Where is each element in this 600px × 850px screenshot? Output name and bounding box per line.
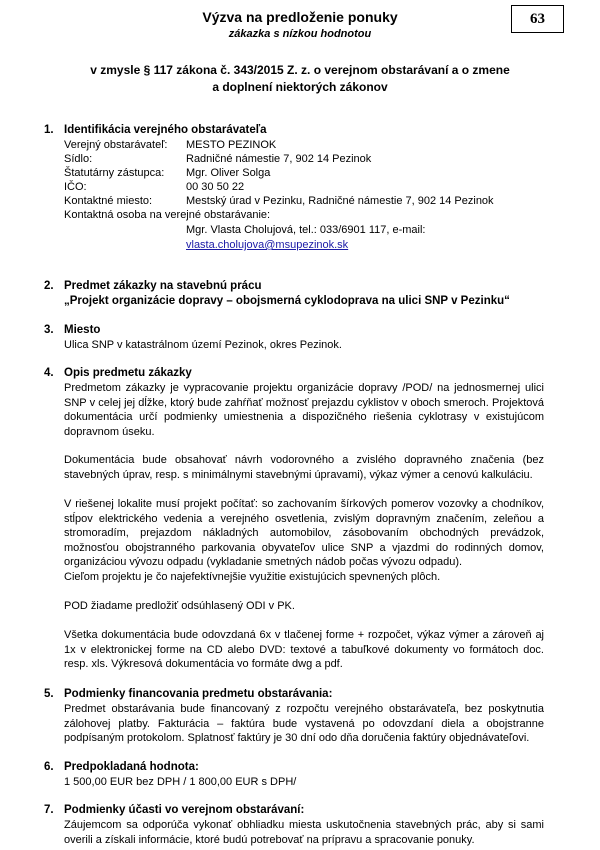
participation-text: Záujemcom sa odporúča vykonať obhliadku miesta uskutočnenia stavebných prác, aby si sami overili a získali informácie, ktoré budú potrebovať na prípravu a spracovanie ponuky. bbox=[64, 819, 544, 846]
description-paragraph-4: POD žiadame predložiť odsúhlasený ODI v PK. bbox=[64, 600, 295, 612]
section-6-number: 6. bbox=[44, 761, 54, 773]
section-1-number: 1. bbox=[44, 124, 54, 136]
contracting-authority-value: MESTO PEZINOK bbox=[186, 139, 277, 151]
section-2-number: 2. bbox=[44, 280, 54, 292]
document-title: Výzva na predloženie ponuky bbox=[202, 9, 398, 25]
section-3-heading: Miesto bbox=[64, 324, 101, 336]
description-paragraph-3b: Cieľom projektu je čo najefektívnejšie využitie existujúcich spevnených plôch. bbox=[64, 571, 441, 583]
statutory-rep-value: Mgr. Oliver Solga bbox=[186, 167, 271, 179]
ico-label: IČO: bbox=[64, 181, 87, 193]
section-5-number: 5. bbox=[44, 688, 54, 700]
description-paragraph-1: Predmetom zákazky je vypracovanie projektu organizácie dopravy /POD/ na jednosmernej ulici SNP v celej jej dĺžke, ktorý bude zahŕňať možnosť prejazdu cyklistov v oboch smeroch. Projektová dokumentácia určí podmienky umiestnenia a dispozičného riešenia cyklotrasy v existujúcom dopravnom úseku. bbox=[64, 382, 544, 438]
financing-text: Predmet obstarávania bude financovaný z rozpočtu verejného obstarávateľa, bez poskytnutia zálohovej platby. Fakturácia – faktúra bude vystavená po odovzdaní diela a obojstranne podpísaným protokolom. Splatnosť faktúry je 30 dní odo dňa doručenia faktúry objednávateľovi. bbox=[64, 703, 544, 744]
contact-person-label: Kontaktná osoba na verejné obstarávanie: bbox=[64, 209, 271, 221]
contact-place-label: Kontaktné miesto: bbox=[64, 195, 153, 207]
statutory-rep-label: Štatutárny zástupca: bbox=[64, 167, 165, 179]
contracting-authority-label: Verejný obstarávateľ: bbox=[64, 139, 168, 151]
project-name: „Projekt organizácie dopravy – obojsmerná cyklodoprava na ulici SNP v Pezinku“ bbox=[64, 295, 510, 307]
section-7-heading: Podmienky účasti vo verejnom obstarávaní: bbox=[64, 804, 305, 816]
legal-basis-line-2: a doplnení niektorých zákonov bbox=[212, 80, 388, 94]
seat-label: Sídlo: bbox=[64, 153, 93, 165]
section-4-heading: Opis predmetu zákazky bbox=[64, 367, 192, 379]
description-paragraph-3: V riešenej lokalite musí projekt počítať: so zachovaním šírkových pomerov vozovky a chodníkov, stĺpov elektrického vedenia a verejného osvetlenia, zvislým dopravným značením, zeleňou a stromoradím, prejazdom nákladných automobilov, zásobovaním obchodných prevádzok, možnosťou obojstranného parkovania obyvateľov ulice SNP a vjazdmi do rodinných domov, organizáciou vývozu odpadu (vykladanie smetných nádob počas vývozu odpadu). bbox=[64, 498, 544, 568]
section-2-heading: Predmet zákazky na stavebnú prácu bbox=[64, 280, 262, 292]
contact-person-value: Mgr. Vlasta Cholujová, tel.: 033/6901 117, e-mail: bbox=[186, 224, 426, 236]
ico-value: 00 30 50 22 bbox=[186, 181, 245, 193]
legal-basis-line-1: v zmysle § 117 zákona č. 343/2015 Z. z. o verejnom obstarávaní a o zmene bbox=[90, 63, 510, 77]
contact-place-value: Mestský úrad v Pezinku, Radničné námestie 7, 902 14 Pezinok bbox=[186, 195, 494, 207]
section-1-heading: Identifikácia verejného obstarávateľa bbox=[64, 124, 267, 136]
section-7-number: 7. bbox=[44, 804, 54, 816]
section-6-heading: Predpokladaná hodnota: bbox=[64, 761, 199, 773]
location-text: Ulica SNP v katastrálnom území Pezinok, okres Pezinok. bbox=[64, 339, 342, 351]
contact-email-link[interactable]: vlasta.cholujova@msupezinok.sk bbox=[186, 239, 349, 251]
page-number-box: 63 bbox=[511, 5, 564, 33]
section-3-number: 3. bbox=[44, 324, 54, 336]
estimated-value-text: 1 500,00 EUR bez DPH / 1 800,00 EUR s DPH/ bbox=[64, 776, 297, 788]
description-paragraph-5: Všetka dokumentácia bude odovzdaná 6x v tlačenej forme + rozpočet, výkaz výmer a zároveň aj 1x v elektronickej forme na CD alebo DVD: textové a tabuľkové dokumenty vo formátoch doc. resp. xls. Výkresová dokumentácia vo formáte dwg a pdf. bbox=[64, 629, 544, 670]
description-paragraph-2: Dokumentácia bude obsahovať návrh vodorovného a zvislého dopravného značenia (bez stavebných úprav, resp. s minimálnymi stavebnými úpravami), výkaz výmer a cenovú kalkuláciu. bbox=[64, 454, 544, 481]
seat-value: Radničné námestie 7, 902 14 Pezinok bbox=[186, 153, 372, 165]
section-4-number: 4. bbox=[44, 367, 54, 379]
section-5-heading: Podmienky financovania predmetu obstarávania: bbox=[64, 688, 333, 700]
document-subtitle: zákazka s nízkou hodnotou bbox=[228, 28, 372, 40]
